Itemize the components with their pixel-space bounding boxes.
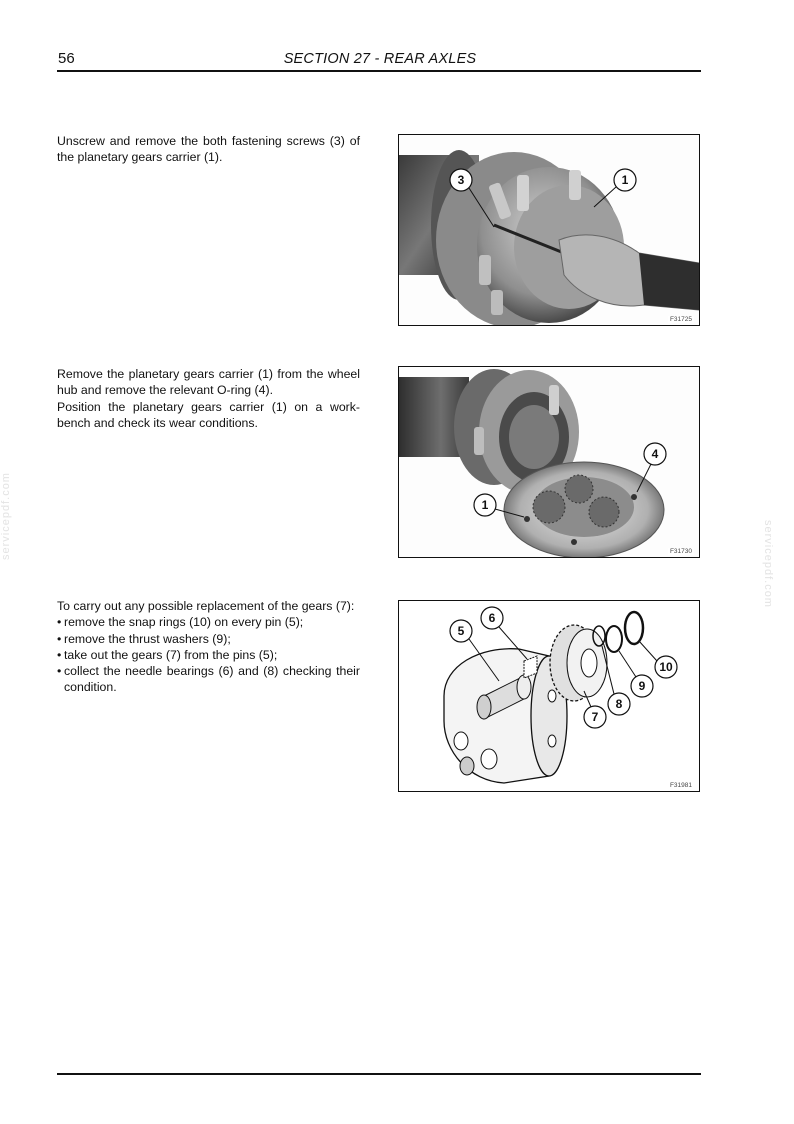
- figure-code: F31730: [669, 548, 692, 555]
- watermark-right: servicepdf.com: [762, 520, 774, 608]
- drawing-planetary-gear-assembly: [399, 601, 699, 791]
- watermark-left: servicepdf.com: [0, 472, 12, 560]
- callout-label: 10: [659, 660, 673, 674]
- step-3-text: [57, 598, 360, 696]
- footer-rule: [57, 1073, 701, 1075]
- figure-gear-exploded-view: [398, 600, 700, 792]
- header-rule: [57, 70, 701, 72]
- section-title: SECTION 27 - REAR AXLES: [283, 51, 477, 67]
- bullet-item: • take out the gears (7) from the pins (5);: [57, 647, 360, 663]
- step-1-paragraph-1: Unscrew and remove the both fastening screws (3) of the planetary gears carrier (1).: [57, 134, 360, 165]
- callout-label: 4: [651, 447, 659, 461]
- step-3-bullet-list: [57, 614, 360, 695]
- bullet-item: • collect the needle bearings (6) and (8) checking their condition.: [57, 663, 360, 696]
- step-2-paragraph-1: Remove the planetary gears carrier (1) from the wheel hub and remove the relevant O-ring (4).: [57, 367, 360, 398]
- step-3-intro: To carry out any possible replacement of the gears (7):: [57, 599, 355, 613]
- callout-label: 8: [615, 697, 623, 711]
- bullet-item: • remove the snap rings (10) on every pin (5);: [57, 614, 360, 630]
- figure-code: F31725: [669, 316, 692, 323]
- callout-label: 1: [481, 498, 489, 512]
- figure-removing-carrier-screws: [398, 134, 700, 326]
- bullet-item: • remove the thrust washers (9);: [57, 631, 360, 647]
- callout-label: 9: [638, 679, 646, 693]
- step-2-text: [57, 366, 360, 431]
- step-1-text: [57, 133, 360, 166]
- gear-7-icon: [550, 625, 607, 701]
- page-number: 56: [58, 50, 75, 67]
- photo-hub-with-wrench: [399, 135, 699, 325]
- callout-label: 3: [457, 173, 465, 187]
- figure-code: F31981: [669, 782, 692, 789]
- callout-label: 7: [591, 710, 599, 724]
- photo-hub-and-carrier: [399, 367, 699, 557]
- step-2-paragraph-2: Position the planetary gears carrier (1) on a work-bench and check its wear conditions.: [57, 399, 360, 430]
- callout-label: 5: [457, 624, 465, 638]
- figure-carrier-removed: [398, 366, 700, 558]
- callout-label: 1: [621, 173, 629, 187]
- callout-label: 6: [488, 611, 496, 625]
